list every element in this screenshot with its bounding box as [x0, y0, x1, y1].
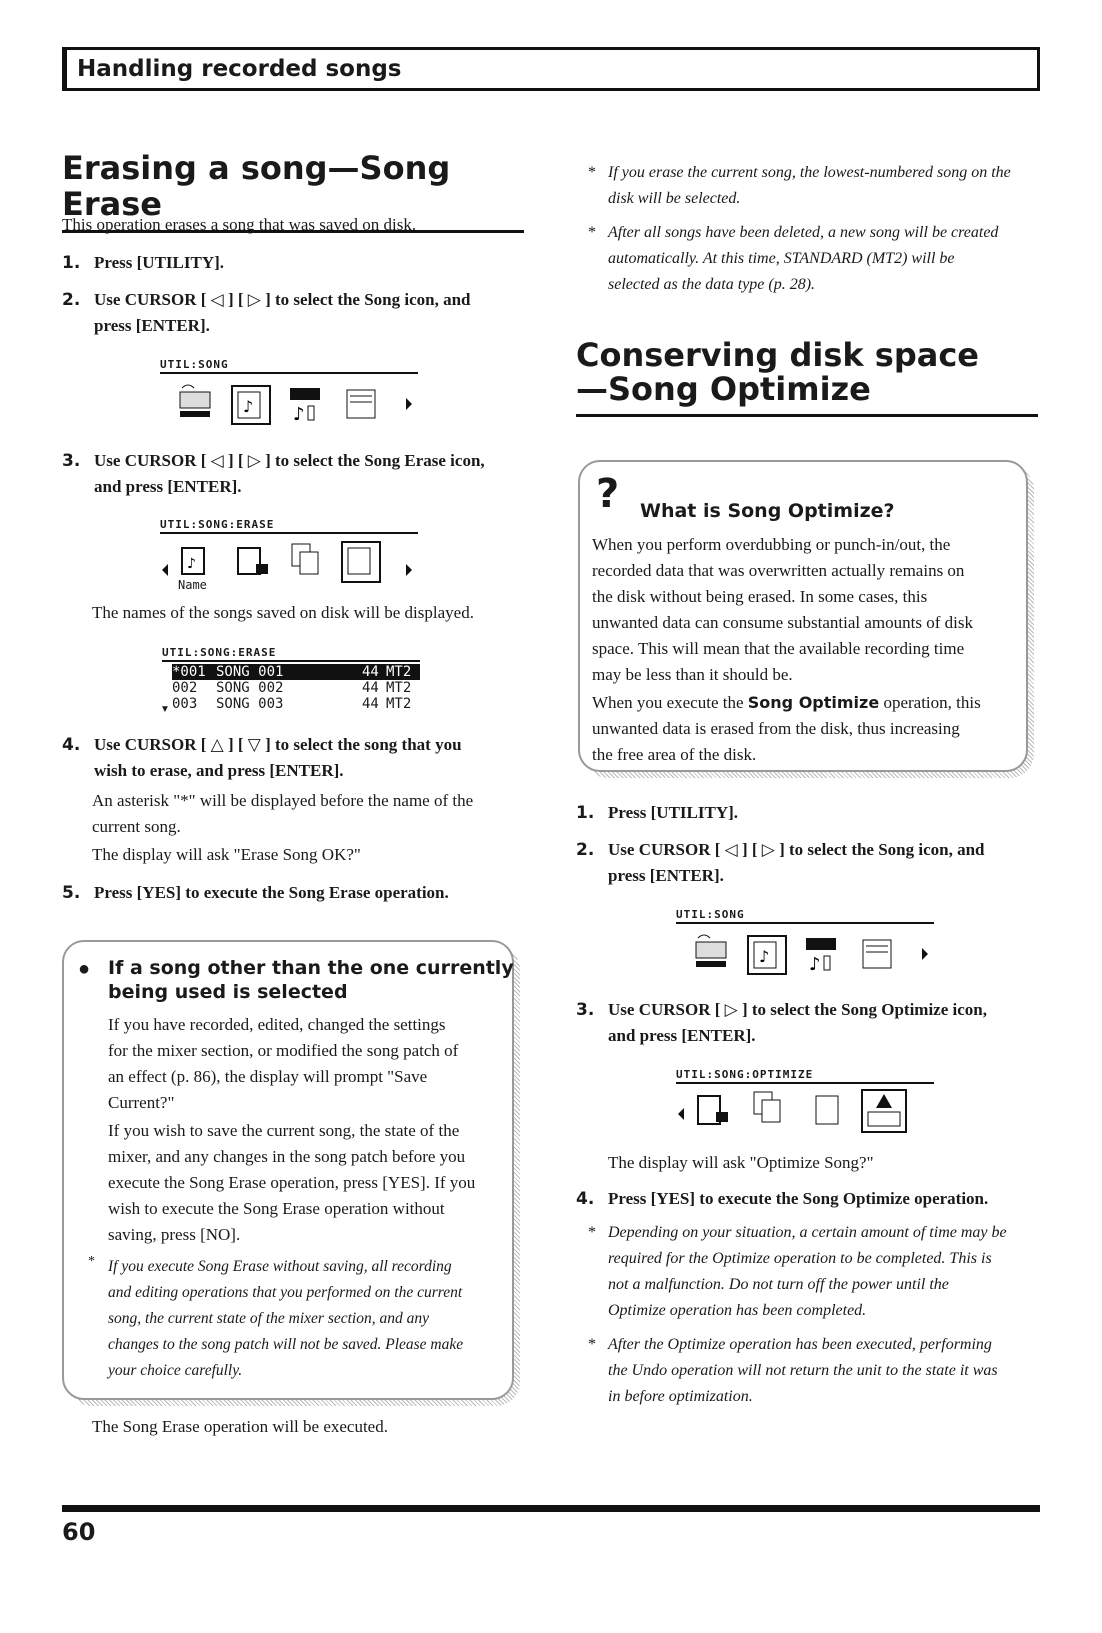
- svg-text:♪: ♪: [809, 954, 821, 975]
- footer-rule: [62, 1505, 1040, 1512]
- system-icon: [696, 935, 726, 967]
- asterisk-mark: *: [588, 224, 596, 241]
- svg-text:♪: ♪: [759, 947, 770, 966]
- text-line: changes to the song patch will not be saved. Please make: [108, 1336, 464, 1353]
- text-line: If you erase the current song, the lowest-numbered song on the: [608, 164, 1011, 181]
- text-line: When you perform overdubbing or punch-in/out, the: [592, 535, 951, 554]
- text-line: Current?": [108, 1093, 175, 1112]
- text-line: automatically. At this time, STANDARD (MT2) will be: [608, 250, 955, 267]
- song-list-row[interactable]: [172, 664, 420, 680]
- text-line: in before optimization.: [608, 1388, 753, 1405]
- song-list-row[interactable]: [172, 696, 420, 712]
- asterisk-text: An asterisk "*" will be displayed before the name of the current song.: [92, 791, 474, 836]
- text-line: If you execute Song Erase without saving, all recording: [108, 1258, 452, 1275]
- asterisk-mark: *: [588, 1224, 596, 1241]
- info-title: What is Song Optimize?: [640, 500, 895, 522]
- info-para-2: When you execute the Song Optimize operation, this unwanted data is erased from the disk, thus increasing the free area of the disk.: [592, 690, 981, 768]
- arrow-left-icon: [162, 564, 168, 576]
- text-line: saving, press [NO].: [108, 1225, 241, 1244]
- text-line: After all songs have been deleted, a new song will be created: [608, 224, 999, 241]
- text-line: recorded data that was overwritten actually remains on: [592, 561, 965, 580]
- song-meta: 44: [362, 664, 379, 680]
- arrow-down-icon: ▼: [160, 704, 170, 715]
- text-line: and editing operations that you performed on the current: [108, 1284, 463, 1301]
- text-line: may be less than it should be.: [592, 665, 793, 684]
- note-asterisk: *: [88, 1254, 95, 1269]
- text-line: execute the Song Erase operation, press [YES]. If you: [108, 1173, 476, 1192]
- warning-para-2: [108, 1118, 475, 1248]
- text-line: your choice carefully.: [108, 1362, 243, 1379]
- text-line: unwanted data is erased from the disk, thus increasing: [592, 719, 960, 738]
- song-erase-title: Erasing a song—Song Erase: [62, 150, 524, 233]
- system-icon: [180, 385, 210, 417]
- disk-icon: [863, 940, 891, 968]
- song-name: SONG 002: [216, 680, 284, 696]
- bullet-icon: ●: [78, 958, 91, 980]
- lcd-util-song-erase: [160, 518, 418, 594]
- text-line: unwanted data can consume substantial amounts of disk: [592, 613, 973, 632]
- text-line: for the mixer section, or modified the song patch of: [108, 1041, 459, 1060]
- text-line: If you wish to save the current song, the state of the: [108, 1121, 460, 1140]
- song-type: MT2: [386, 680, 412, 696]
- erase-icon: [342, 542, 380, 582]
- info-box: [578, 460, 1028, 772]
- section-header: [62, 47, 1040, 91]
- text-line: the free area of the disk.: [592, 745, 757, 764]
- song-list-row[interactable]: [172, 680, 420, 696]
- lcd-title: UTIL:SONG: [160, 358, 418, 374]
- lcd-util-song: [160, 358, 418, 426]
- song-meta: 44: [362, 696, 379, 712]
- section-title: Handling recorded songs: [77, 56, 402, 82]
- song-meta: 44: [362, 680, 379, 696]
- song-list: [162, 664, 420, 712]
- text-line: the Undo operation will not return the unit to the state it was: [608, 1362, 998, 1379]
- lcd-util-song-right: [676, 908, 934, 976]
- warning-box: [62, 940, 514, 1400]
- note-2: [588, 1332, 998, 1410]
- effect-icon: [290, 388, 320, 425]
- song-type: MT2: [386, 664, 412, 680]
- protect-icon: [238, 548, 268, 574]
- warning-note: [108, 1254, 463, 1384]
- text-line: space. This will mean that the available recording time: [592, 639, 965, 658]
- info-para-1: [592, 532, 973, 688]
- svg-text:♪: ♪: [187, 556, 196, 572]
- erase-icon: [816, 1096, 838, 1124]
- song-index: 002: [172, 680, 198, 696]
- text-line: wish to execute the Song Erase operation without: [108, 1199, 445, 1218]
- warning-para-1: [108, 1012, 458, 1116]
- note-1: [588, 160, 1011, 212]
- text-line: selected as the data type (p. 28).: [608, 276, 816, 293]
- warning-title: If a song other than the one currently being used is selected: [108, 957, 514, 1003]
- song-icons-row: [676, 928, 934, 980]
- name-icon: [182, 548, 204, 574]
- song-name: SONG 003: [216, 696, 284, 712]
- song-type: MT2: [386, 696, 412, 712]
- copy-icon: [292, 544, 318, 574]
- arrow-right-icon: [406, 564, 412, 576]
- arrow-right-icon: [406, 398, 412, 410]
- song-index: 003: [172, 696, 198, 712]
- text-line: mixer, and any changes in the song patch before you: [108, 1147, 466, 1166]
- text-line: the disk without being erased. In some cases, this: [592, 587, 928, 606]
- final-erase-text: The Song Erase operation will be executed.: [92, 1417, 388, 1436]
- text-line: an effect (p. 86), the display will prompt "Save: [108, 1067, 428, 1086]
- question-icon: ?: [596, 471, 620, 517]
- song-icon: [748, 936, 786, 974]
- note-2: [588, 220, 999, 298]
- song-icons-row: [160, 378, 418, 430]
- effect-icon: [806, 938, 836, 975]
- song-optimize-icons-row: [676, 1088, 934, 1144]
- lcd-song-list: [160, 646, 420, 715]
- names-text: The names of the songs saved on disk will be displayed.: [92, 603, 474, 622]
- song-name: SONG 001: [216, 664, 284, 680]
- song-icon: [232, 386, 270, 424]
- note-1: [588, 1220, 1007, 1324]
- asterisk-mark: *: [588, 1336, 596, 1353]
- lcd-title: UTIL:SONG:ERASE: [160, 518, 418, 534]
- song-index: *001: [172, 664, 206, 680]
- optimize-heading-block: [576, 338, 1038, 417]
- lcd-title: UTIL:SONG:OPTIMIZE: [676, 1068, 934, 1084]
- text-line: Optimize operation has been completed.: [608, 1302, 867, 1319]
- optimize-title: Conserving disk space —Song Optimize: [576, 338, 1038, 417]
- protect-icon: [698, 1096, 728, 1124]
- lcd-title: UTIL:SONG: [676, 908, 934, 924]
- copy-icon: [754, 1092, 780, 1122]
- text-line: After the Optimize operation has been executed, performing: [608, 1336, 992, 1353]
- svg-text:♪: ♪: [293, 404, 305, 425]
- page-number: 60: [62, 1518, 96, 1546]
- arrow-right-icon: [922, 948, 928, 960]
- text-line: required for the Optimize operation to be completed. This is: [608, 1250, 992, 1267]
- lcd-util-song-optimize: [676, 1068, 934, 1144]
- text-line: disk will be selected.: [608, 190, 741, 207]
- arrow-left-icon: [678, 1108, 684, 1120]
- optimize-icon: [862, 1090, 906, 1132]
- svg-text:♪: ♪: [243, 397, 254, 416]
- disk-icon: [347, 390, 375, 418]
- text-line: If you have recorded, edited, changed the settings: [108, 1015, 446, 1034]
- ask-optimize-text: The display will ask "Optimize Song?": [608, 1153, 874, 1172]
- lcd-title: UTIL:SONG:ERASE: [162, 646, 420, 662]
- text-line: song, the current state of the mixer section, and any: [108, 1310, 429, 1327]
- text-line: not a malfunction. Do not turn off the power until the: [608, 1276, 949, 1293]
- asterisk-mark: *: [588, 164, 596, 181]
- song-erase-intro: This operation erases a song that was saved on disk.: [62, 215, 417, 234]
- name-label: Name: [178, 578, 207, 592]
- text-line: Depending on your situation, a certain amount of time may be: [608, 1224, 1007, 1241]
- ask-erase-text: The display will ask "Erase Song OK?": [92, 845, 361, 864]
